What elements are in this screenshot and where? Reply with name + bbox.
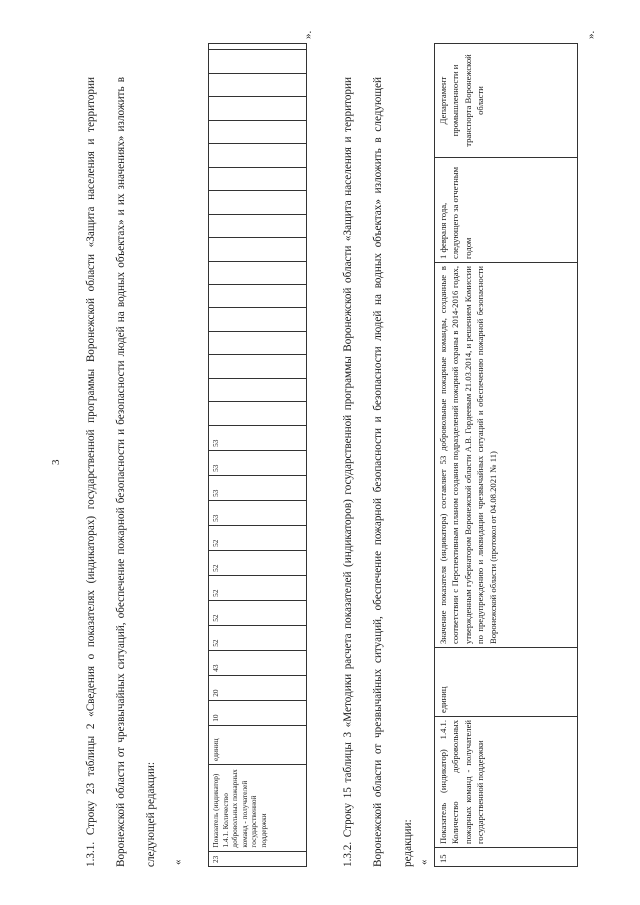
empty-cell <box>209 402 307 425</box>
table-row <box>435 44 578 867</box>
section-2-close-quote: ». <box>585 30 597 39</box>
empty-cell <box>209 50 307 74</box>
calculation-method: Значение показателя (индикатора) составляет 53 добровольные пожарные команды, созданные в соответствии с Перспективным планом создания подразделений пожарной охраны в 2014-2016 годах, утвержденным губернатором Воронежской области А.В. Гордеевым 21.03.2014, и решением Комиссии по предупреждению и ликвидации чрезвычайных ситуаций и обеспечению пожарной безопасности Воронежской области (протокол от 04.08.2021 № 11) <box>435 263 578 648</box>
section-1-open-quote: « <box>172 859 184 865</box>
value-cell: 52 <box>209 525 307 550</box>
value-cell: 53 <box>209 500 307 525</box>
empty-cell <box>209 238 307 261</box>
value-cell: 53 <box>209 425 307 450</box>
empty-cell <box>209 191 307 214</box>
empty-cell <box>209 73 307 96</box>
empty-cell <box>209 120 307 143</box>
value-cell: 10 <box>209 700 307 725</box>
methodology-table <box>434 43 578 867</box>
empty-cell <box>209 167 307 190</box>
indicator-name: Показатель (индикатор) 1.4.1. Количество добровольных пожарных команд - получателей государственной поддержки <box>209 764 307 851</box>
empty-cell <box>209 378 307 401</box>
value-cell: 53 <box>209 450 307 475</box>
value-cell: 52 <box>209 600 307 625</box>
value-cell: 52 <box>209 625 307 650</box>
submission-deadline: 1 февраля года, следующего за отчетным годом <box>435 158 578 263</box>
value-cell: 52 <box>209 575 307 600</box>
responsible-authority: Департамент промышленности и транспорта Воронежской области <box>435 44 578 158</box>
page-number: 3 <box>50 459 62 465</box>
empty-cell <box>209 97 307 120</box>
indicator-name: Показатель (индикатор) 1.4.1. Количество добровольных пожарных команд - получателей государственной поддержки <box>435 717 578 848</box>
indicator-values-table <box>208 43 307 867</box>
indicator-unit: единиц <box>435 648 578 717</box>
section-2-open-quote: « <box>418 859 430 865</box>
row-number: 23 <box>209 851 307 866</box>
section-1-close-quote: ». <box>302 30 314 39</box>
empty-cell <box>209 261 307 284</box>
section-1-paragraph: 1.3.1. Строку 23 таблицы 2 «Сведения о показателях (индикаторах) государственной программы Воронежской области «Защита населения и территории Воронежской области от чрезвычайных ситуаций, обеспечение пожарной безопасности и безопасности людей на водных объектах» и их значениях» изложить в следующей редакции: <box>85 77 157 867</box>
table-row <box>209 44 307 867</box>
indicator-unit: единиц <box>209 725 307 764</box>
value-cell: 53 <box>209 475 307 500</box>
empty-cell <box>209 331 307 354</box>
value-cell: 20 <box>209 675 307 700</box>
section-2-paragraph: 1.3.2. Строку 15 таблицы 3 «Методики расчета показателей (индикаторов) государственной программы Воронежской области «Защита населения и территории Воронежской области от чрезвычайных ситуаций, обеспечение пожарной безопасности и безопасности людей на водных объектах» изложить в следующей редакции: <box>342 77 414 867</box>
empty-cell <box>209 214 307 237</box>
empty-cell <box>209 355 307 378</box>
empty-cell <box>209 44 307 50</box>
row-number: 15 <box>435 848 578 867</box>
empty-cell <box>209 308 307 331</box>
empty-cell <box>209 285 307 308</box>
empty-cell <box>209 144 307 167</box>
value-cell: 43 <box>209 650 307 675</box>
value-cell: 52 <box>209 550 307 575</box>
